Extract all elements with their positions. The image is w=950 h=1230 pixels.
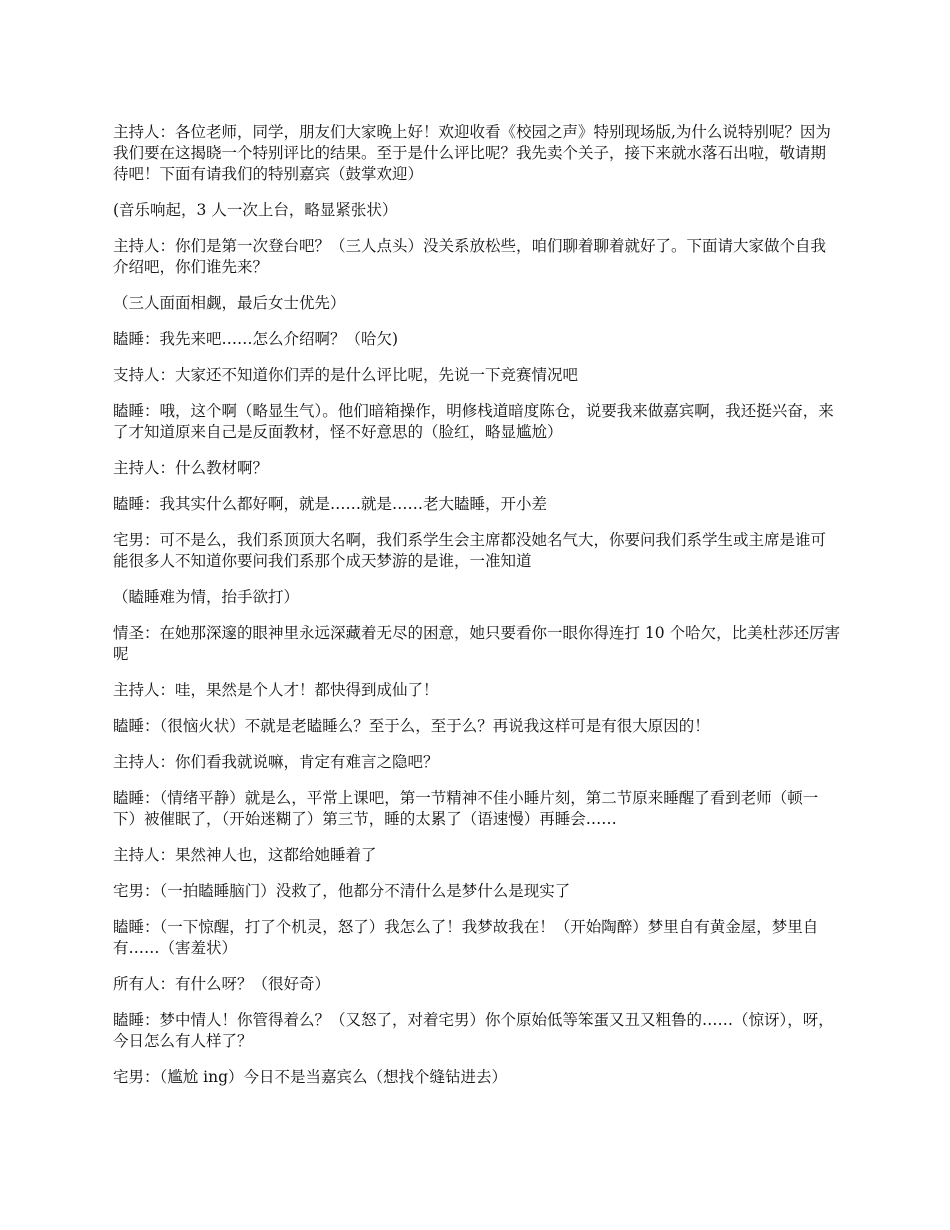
paragraph-sleepy-classes: 瞌睡：（情绪平静）就是么，平常上课吧，第一节精神不佳小睡片刻，第二节原来睡醒了看到老师（顿一下）被催眠了，（开始迷糊了）第三节，睡的太累了（语速慢）再睡会…… [113,789,819,828]
paragraph-supporter-contest: 支持人：大家还不知道你们弄的是什么评比呢，先说一下竞赛情况吧 [113,366,579,384]
paragraph-host-hidden-reason: 主持人：你们看我就说嘛，肯定有难言之隐吧？ [113,753,439,771]
paragraph-sleepy-guest: 瞌睡：哦，这个啊（略显生气）。他们暗箱操作，明修栈道暗度陈仓，说要我来做嘉宾啊，我还挺兴奋，来了才知道原来自己是反面教材，怪不好意思的（脸红，略显尴尬） [113,402,834,441]
document-body [113,122,841,1103]
paragraph-otaku-famous: 宅男：可不是么，我们系顶顶大名啊，我们系学生会主席都没她名气大，你要问我们系学生或主席是谁可能很多人不知道你要问我们系那个成天梦游的是谁，一准知道 [113,531,827,570]
paragraph-sleepy-habit: 瞌睡：我其实什么都好啊，就是……就是……老大瞌睡，开小差 [113,495,548,513]
paragraph-stage-direction-ladies-first: （三人面面相觑，最后女士优先） [113,294,346,312]
paragraph-otaku-guest-today: 宅男：（尴尬 ing）今日不是当嘉宾么（想找个缝钻进去） [113,1068,508,1086]
paragraph-lover-medusa: 情圣：在她那深邃的眼神里永远深藏着无尽的困意，她只要看你一眼你得连打 10 个哈欠，比美杜莎还厉害呢 [113,624,841,663]
paragraph-host-what-material: 主持人：什么教材啊？ [113,459,269,477]
paragraph-host-fell-asleep: 主持人：果然神人也，这都给她睡着了 [113,846,377,864]
paragraph-stage-direction-entrance: (音乐响起，3 人一次上台，略显紧张状） [113,201,398,219]
paragraph-sleepy-angry: 瞌睡：（很恼火状）不就是老瞌睡么？至于么，至于么？再说我这样可是有很大原因的！ [113,717,710,735]
paragraph-sleepy-dream-lover: 瞌睡：梦中情人！你管得着么？（又怒了，对着宅男）你个原始低等笨蛋又丑又粗鲁的……（惊讶），呀，今日怎么有人样了？ [113,1011,834,1050]
paragraph-host-talent: 主持人：哇，果然是个人才！都快得到成仙了！ [113,681,439,699]
paragraph-host-first-time: 主持人：你们是第一次登台吧？（三人点头）没关系放松些，咱们聊着聊着就好了。下面请大家做个自我介绍吧，你们谁先来？ [113,237,827,276]
paragraph-stage-direction-embarrassed: （瞌睡难为情，抬手欲打） [113,588,300,606]
paragraph-all-curious: 所有人：有什么呀？（很好奇） [113,975,331,993]
paragraph-host-opening: 主持人：各位老师，同学，朋友们大家晚上好！欢迎收看《校园之声》特别现场版,为什么说特别呢？因为我们要在这揭晓一个特别评比的结果。至于是什么评比呢？我先卖个关子，接下来就水落石出啦，敬请期待吧！下面有请我们的特别嘉宾（鼓掌欢迎） [113,123,831,183]
paragraph-otaku-dream-reality: 宅男：（一拍瞌睡脑门）没救了，他都分不清什么是梦什么是现实了 [113,882,571,900]
paragraph-sleepy-intro: 瞌睡：我先来吧……怎么介绍啊？（哈欠) [113,330,399,348]
paragraph-sleepy-dreams: 瞌睡：（一下惊醒，打了个机灵，怒了）我怎么了！我梦故我在！（开始陶醉）梦里自有黄金屋，梦里自有……（害羞状） [113,918,819,957]
